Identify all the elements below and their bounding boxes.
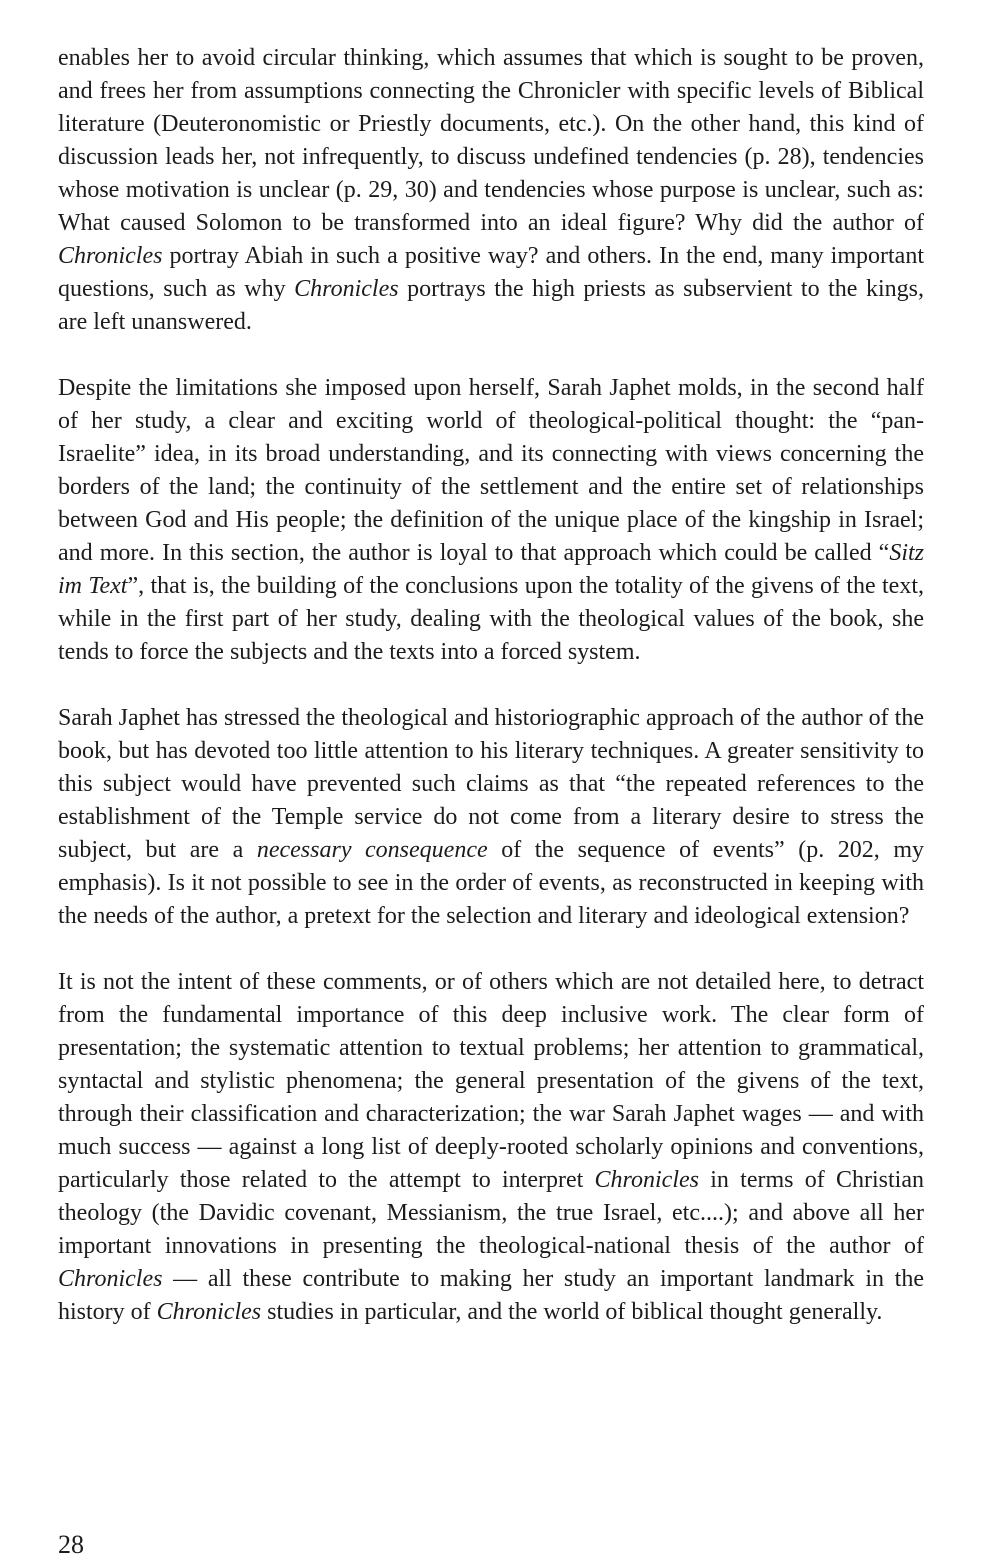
paragraph-1-run: portray Abiah in such a positive way? and others. In the end, many important questions, such as why xyxy=(58,243,924,302)
book-title-chronicles: Chronicles xyxy=(58,243,163,269)
paragraph-4-run: studies in particular, and the world of biblical thought generally. xyxy=(261,1299,883,1325)
paragraph-3-run: Sarah Japhet has stressed the theological and historiographic approach of the author of the book, but has devoted too little attention to his literary techniques. A greater sensitivity to this subject would have prevented such claims as that “the repeated references to the establishment of the Temple service do not come from a literary desire to stress the subject, but are a xyxy=(58,705,924,863)
emphasis-necessary-consequence: necessary consequence xyxy=(256,837,488,863)
paragraph-4-run: — all these contribute to making her study an important landmark in the history of xyxy=(58,1266,924,1325)
page-number: 28 xyxy=(58,1530,84,1559)
paragraph-3-run: of the sequence of events” (p. 202, my emphasis). Is it not possible to see in the order of events, as reconstructed in keeping with the needs of the author, a pretext for the selection and literary and ideological extension? xyxy=(58,837,924,929)
page-body xyxy=(58,42,924,1362)
paragraph-4-run: in terms of Christian theology (the Davidic covenant, Messianism, the true Israel, etc....); and above all her important innovations in presenting the theological-national thesis of the author of xyxy=(58,1167,924,1259)
paragraph-1 xyxy=(58,42,924,339)
paragraph-1-run: portrays the high priests as subservient to the kings, are left unanswered. xyxy=(58,276,925,335)
paragraph-2-run: ”, that is, the building of the conclusions upon the totality of the givens of the text, while in the first part of her study, dealing with the theological values of the book, she tends to force the subjects and the texts into a forced system. xyxy=(58,573,924,665)
book-title-chronicles: Chronicles xyxy=(58,1266,163,1292)
paragraph-1-run: enables her to avoid circular thinking, which assumes that which is sought to be proven, and frees her from assumptions connecting the Chronicler with specific levels of Biblical literature (Deuteronomistic or Priestly documents, etc.). On the other hand, this kind of discussion leads her, not infrequently, to discuss undefined tendencies (p. 28), tendencies whose motivation is unclear (p. 29, 30) and tendencies whose purpose is unclear, such as: What caused Solomon to be transformed into an ideal figure? Why did the author of xyxy=(58,45,924,236)
book-title-chronicles: Chronicles xyxy=(294,276,399,302)
paragraph-3 xyxy=(58,702,924,933)
paragraph-4 xyxy=(58,966,924,1329)
paragraph-2 xyxy=(58,372,924,669)
paragraph-2-run: Despite the limitations she imposed upon herself, Sarah Japhet molds, in the second half of her study, a clear and exciting world of theological-political thought: the “pan-Israelite” idea, in its broad understanding, and its connecting with views concerning the borders of the land; the continuity of the settlement and the entire set of relationships between God and His people; the definition of the unique place of the kingship in Israel; and more. In this section, the author is loyal to that approach which could be called “ xyxy=(58,375,924,566)
paragraph-4-run: It is not the intent of these comments, or of others which are not detailed here, to detract from the fundamental importance of this deep inclusive work. The clear form of presentation; the systematic attention to textual problems; her attention to grammatical, syntactal and stylistic phenomena; the general presentation of the givens of the text, through their classification and characterization; the war Sarah Japhet wages — and with much success — against a long list of deeply-rooted scholarly opinions and conventions, particularly those related to the attempt to interpret xyxy=(58,969,924,1193)
term-sitz-im-text: Sitz im Text xyxy=(58,540,924,599)
book-title-chronicles: Chronicles xyxy=(594,1167,699,1193)
book-title-chronicles: Chronicles xyxy=(156,1299,262,1325)
